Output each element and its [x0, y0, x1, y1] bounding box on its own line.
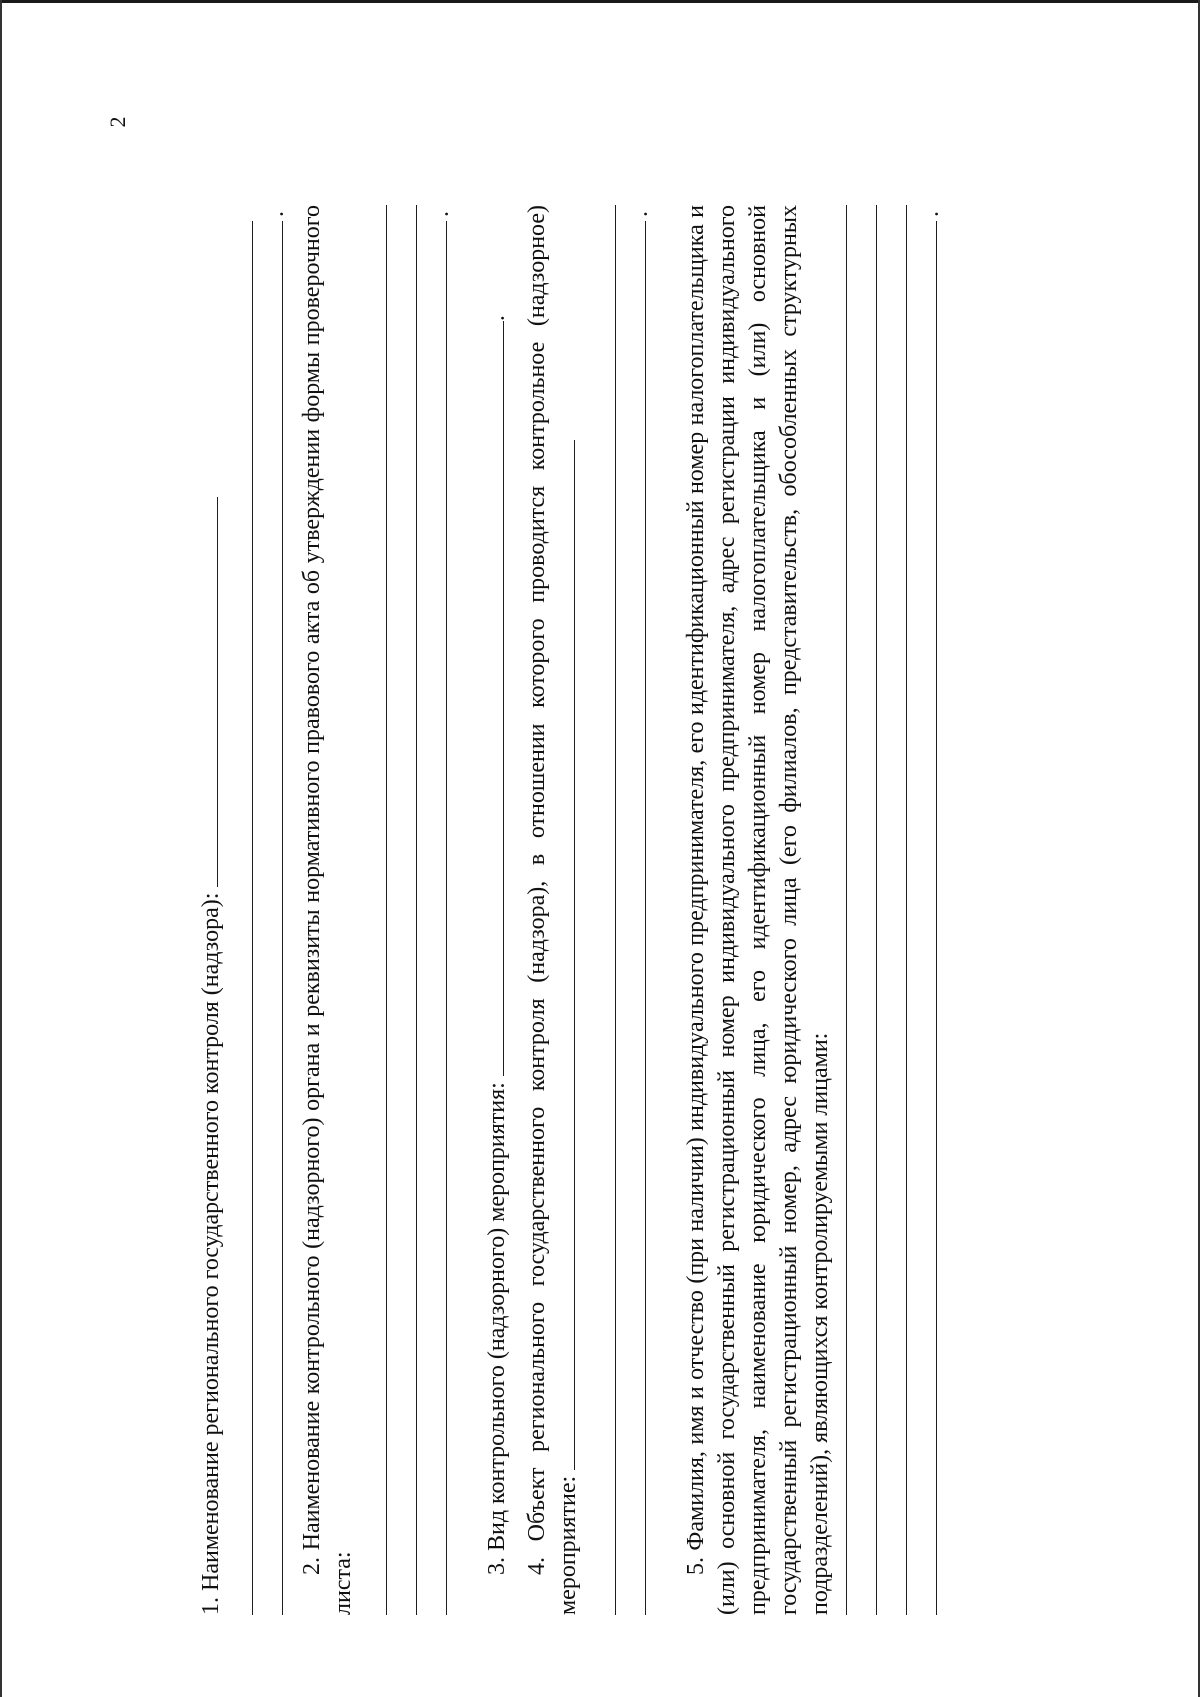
item-3-label: 3. Вид контрольного (надзорного) мероприятия: [484, 1082, 510, 1575]
item-1-fill-line[interactable] [216, 497, 218, 887]
item-4-line-2[interactable] [615, 205, 616, 1615]
item-5-text: 5. Фамилия, имя и отчество (при наличии) индивидуального предпринимателя, его идентификационный номер налогоплательщика и (или) основной государственный регистрационный номер индивидуального предпринимателя, адрес регистрации индивидуального предпринимателя, наименование юридического лица, его идентификационный номер налогоплательщика и (или) основной государственный регистрационный номер, адрес юридического лица (его филиалов, представительств, обособленных структурных подразделений), являющихся контролируемыми лицами: [683, 205, 833, 1615]
item-5-end-dot: . [918, 211, 944, 217]
item-3-end-dot: . [484, 315, 510, 322]
item-5-line-2[interactable] [876, 205, 877, 1615]
top-border [0, 0, 1200, 3]
item-3-fill-line[interactable] [502, 321, 504, 1076]
item-2-text: 2. Наименование контрольного (надзорного) органа и реквизиты нормативного правового акта об утверждении формы проверочного листа: [299, 205, 356, 1615]
item-4-end-dot: . [627, 211, 653, 217]
item-4-block [522, 205, 584, 1615]
item-5-line-1[interactable] [846, 205, 847, 1615]
item-3-block [482, 205, 513, 1615]
item-4-fill-line[interactable] [573, 440, 575, 1470]
item-1-end-dot: . [263, 211, 289, 217]
left-border [0, 0, 2, 1697]
item-2-line-1[interactable] [386, 205, 387, 1615]
item-2-line-2[interactable] [416, 205, 417, 1615]
item-2-end-dot: . [428, 211, 454, 217]
item-5-line-3[interactable] [906, 205, 907, 1615]
item-1-line-3[interactable] [282, 221, 283, 1615]
form-content [184, 205, 1200, 1615]
item-1-block [196, 205, 227, 1615]
item-1-label: 1. Наименование регионального государственного контроля (надзора): [198, 892, 224, 1615]
item-4-text: 4. Объект регионального государственного контроля (надзора), в отношении которого проводится контрольное (надзорное) мероприятие: [524, 205, 581, 1615]
page-number: 2 [105, 116, 130, 128]
item-5-line-4[interactable] [936, 221, 937, 1615]
item-4-line-3[interactable] [645, 221, 646, 1615]
item-2-line-3[interactable] [446, 221, 447, 1615]
item-1-line-2[interactable] [252, 221, 253, 1615]
